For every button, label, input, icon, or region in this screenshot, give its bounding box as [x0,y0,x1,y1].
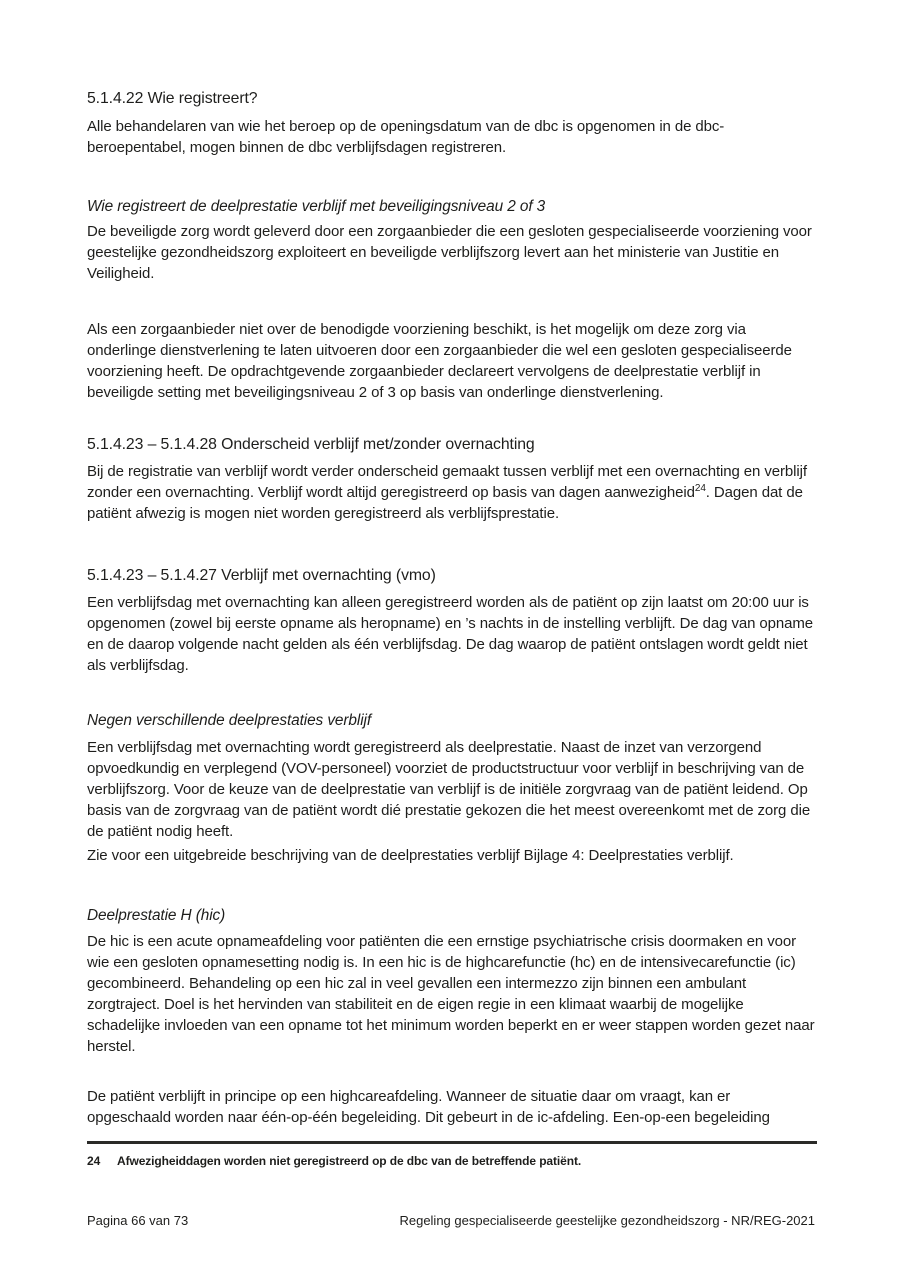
footnote-reference-24: 24 [694,483,706,494]
footnote-number: 24 [87,1154,101,1168]
paragraph-verblijfsdag-overnachting: Een verblijfsdag met overnachting kan alleen geregistreerd worden als de patiënt op zijn laatst om 20:00 uur is opgenomen (zowel bij eerste opname als heropname) en ’s nachts in de instelling verblijft. De dag van opname en de daarop volgende nacht gelden als één verblijfsdag. De dag waarop de patiënt ontslagen wordt geldt niet als verblijfsdag. [87,594,814,674]
subheading-negen-deelprestaties: Negen verschillende deelprestaties verblijf [87,712,372,729]
footnote-divider [87,1141,817,1144]
subheading-deelprestatie-h-hic: Deelprestatie H (hic) [87,907,226,924]
paragraph-onderlinge-dienstverlening: Als een zorgaanbieder niet over de benodigde voorziening beschikt, is het mogelijk om deze zorg via onderlinge dienstverlening te laten uitvoeren door een zorgaanbieder die wel een gesloten gespecialiseerde voorziening heeft. De opdrachtgevende zorgaanbieder declareert vervolgens de deelprestatie verblijf in beveiligde setting met beveiligingsniveau 2 of 3 op basis van onderlinge dienstverlening. [87,321,792,401]
footnote-text: Afwezigheiddagen worden niet geregistreerd op de dbc van de betreffende patiënt. [117,1154,582,1168]
paragraph-beveiligde-zorg: De beveiligde zorg wordt geleverd door een zorgaanbieder die een gesloten gespecialiseerde voorziening voor geestelijke gezondheidszorg exploiteert en beveiligde verblijfszorg levert aan het ministerie van Justitie en Veiligheid. [87,223,812,282]
paragraph-negen-deelprestaties: Een verblijfsdag met overnachting wordt geregistreerd als deelprestatie. Naast de inzet van verzorgend opvoedkundig en verplegend (VOV-personeel) voorziet de productstructuur voor verblijf in beschrijving van de verblijfszorg. Voor de keuze van de deelprestatie van verblijf is de initiële zorgvraag van de patiënt leidend. Op basis van de zorgvraag van de patiënt wordt dié prestatie gekozen die het meest overeenkomt met de zorg die de patiënt nodig heeft. [87,739,811,840]
page-number: Pagina 66 van 73 [87,1213,189,1228]
document-title: Regeling gespecialiseerde geestelijke gezondheidszorg - NR/REG-2021 [399,1213,815,1228]
section-heading-wie-registreert: 5.1.4.22 Wie registreert? [87,90,258,107]
paragraph-text-before-footnote-ref: Bij de registratie van verblijf wordt verder onderscheid gemaakt tussen verblijf met een overnachting en verblijf zonder een overnachting. Verblijf wordt altijd geregistreerd op basis van dagen aanwezigheid [87,463,807,501]
paragraph-zie-bijlage-4: Zie voor een uitgebreide beschrijving van de deelprestaties verblijf Bijlage 4: Deelprestaties verblijf. [87,847,734,864]
paragraph-registratie-verblijf [87,461,815,524]
paragraph-highcareafdeling: De patiënt verblijft in principe op een highcareafdeling. Wanneer de situatie daar om vraagt, kan er opgeschaald worden naar één-op-één begeleiding. Dit gebeurt in de ic-afdeling. Een-op-een begeleiding [87,1088,770,1126]
section-heading-onderscheid-verblijf: 5.1.4.23 – 5.1.4.28 Onderscheid verblijf met/zonder overnachting [87,436,535,453]
section-heading-verblijf-met-overnachting: 5.1.4.23 – 5.1.4.27 Verblijf met overnachting (vmo) [87,567,436,584]
footnote-24 [87,1153,815,1169]
paragraph-alle-behandelaren: Alle behandelaren van wie het beroep op de openingsdatum van de dbc is opgenomen in de dbc-beroepentabel, mogen binnen de dbc verblijfsdagen registreren. [87,118,725,156]
paragraph-text-after-footnote-ref: . Dagen dat de patiënt afwezig is mogen niet worden geregistreerd als verblijfsprestatie. [87,484,803,522]
paragraph-hic-beschrijving: De hic is een acute opnameafdeling voor patiënten die een ernstige psychiatrische crisis doormaken en voor wie een gesloten opnamesetting nodig is. In een hic is de highcarefunctie (hc) en de intensivecarefunctie (ic) gecombineerd. Behandeling op een hic zal in veel gevallen een intermezzo zijn binnen een ambulant zorgtraject. Doel is het hervinden van stabiliteit en de eigen regie in een klimaat waarbij de mogelijke schadelijke invloeden van een opname tot het minimum worden beperkt en er weer stappen worden gezet naar herstel. [87,933,815,1055]
page-footer [87,1212,815,1229]
subheading-wie-registreert-deelprestatie: Wie registreert de deelprestatie verblijf met beveiligingsniveau 2 of 3 [87,198,546,215]
